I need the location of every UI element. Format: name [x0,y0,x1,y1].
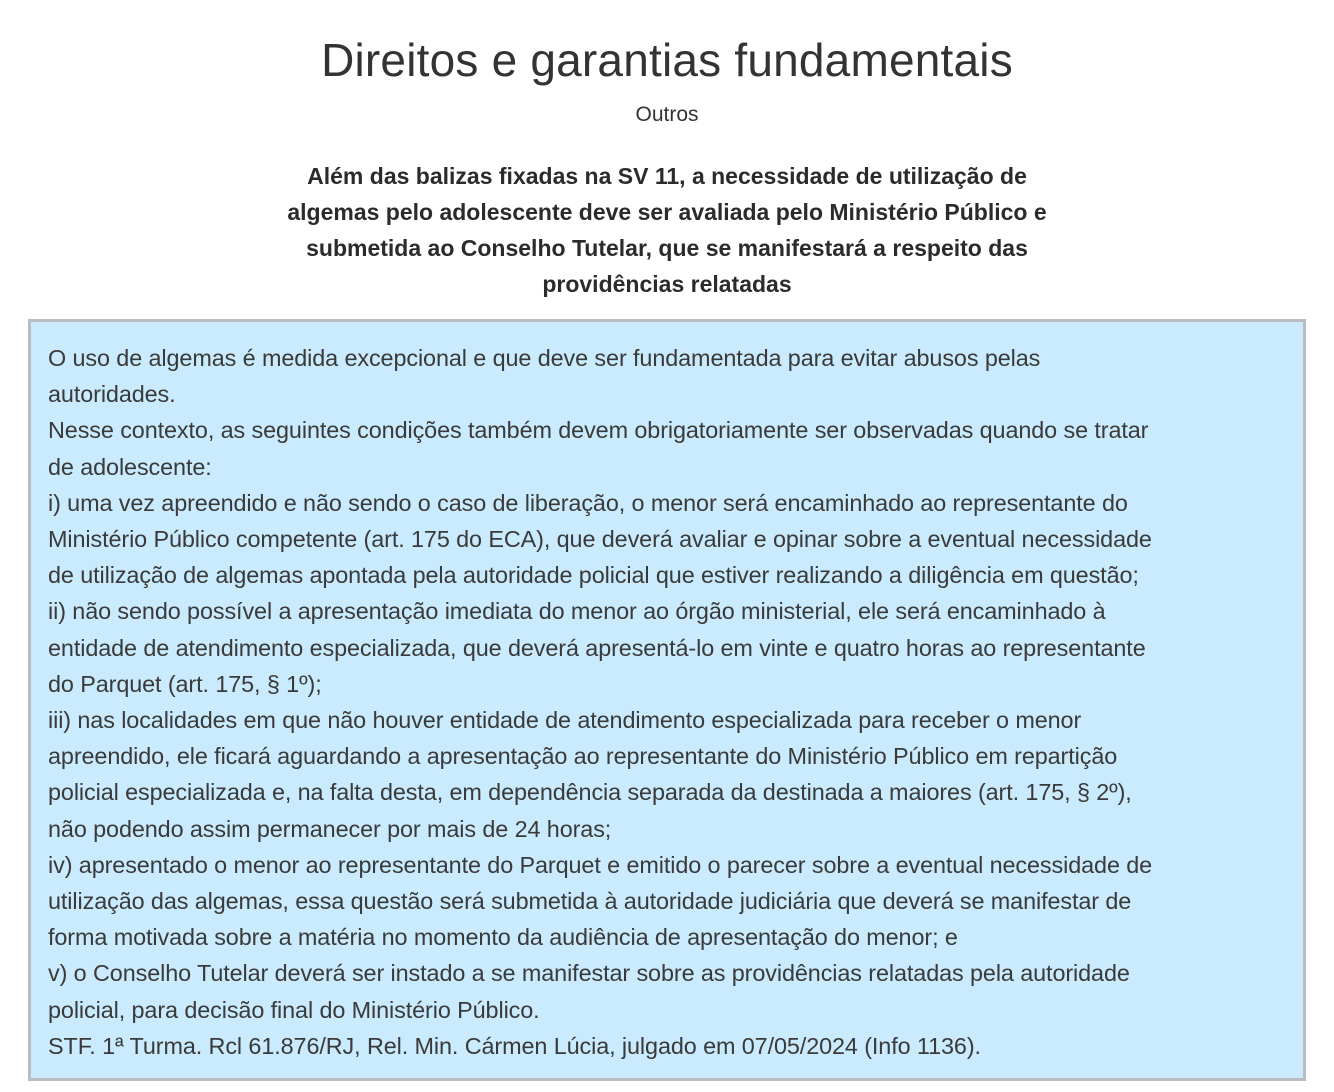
summary-line: do Parquet (art. 175, § 1º); [48,670,322,697]
summary-line: O uso de algemas é medida excepcional e que deve ser fundamentada para evitar abusos pelas [48,345,1041,371]
summary-line: Ministério Público competente (art. 175 do ECA), que deverá avaliar e opinar sobre a eventual necessidade [48,526,1152,553]
summary-box [28,319,1306,1081]
summary-line: v) o Conselho Tutelar deverá ser instado a se manifestar sobre as providências relatadas pela autoridade [48,960,1130,987]
headline-line: submetida ao Conselho Tutelar, que se manifestará a respeito das [306,235,1028,261]
summary-line: de utilização de algemas apontada pela autoridade policial que estiver realizando a diligência em questão; [48,562,1139,589]
summary-line: entidade de atendimento especializada, que deverá apresentá-lo em vinte e quatro horas ao representante [48,634,1146,661]
summary-line: iv) apresentado o menor ao representante do Parquet e emitido o parecer sobre a eventual necessidade de [48,851,1153,878]
category-label: Outros [635,103,699,126]
summary-line: de adolescente: [48,453,212,480]
summary-line: iii) nas localidades em que não houver entidade de atendimento especializada para receber o menor [48,707,1082,734]
citation: STF. 1ª Turma. Rcl 61.876/RJ, Rel. Min. Cármen Lúcia, julgado em 07/05/2024 (Info 1136). [48,1032,981,1059]
summary-line: autoridades. [48,381,176,408]
headline-line: Além das balizas fixadas na SV 11, a necessidade de utilização de [307,163,1027,189]
page-title: Direitos e garantias fundamentais [321,34,1013,86]
summary-line: utilização das algemas, essa questão será submetida à autoridade judiciária que deverá se manifestar de [48,888,1132,915]
summary-line: forma motivada sobre a matéria no momento da audiência de apresentação do menor; e [48,924,958,951]
summary-line: policial, para decisão final do Ministério Público. [48,996,540,1023]
summary-line: ii) não sendo possível a apresentação imediata do menor ao órgão ministerial, ele será encaminhado à [48,598,1106,625]
summary-line: policial especializada e, na falta desta, em dependência separada da destinada a maiores (art. 175, § 2º), [48,779,1132,806]
headline-line: providências relatadas [542,271,792,297]
summary-line: não podendo assim permanecer por mais de 24 horas; [48,815,612,842]
summary-line: Nesse contexto, as seguintes condições também devem obrigatoriamente ser observadas quando se tratar [48,417,1149,444]
summary-line: i) uma vez apreendido e não sendo o caso de liberação, o menor será encaminhado ao representante do [48,489,1128,516]
headline [240,158,1094,302]
headline-line: algemas pelo adolescente deve ser avaliada pelo Ministério Público e [287,199,1047,225]
summary-line: apreendido, ele ficará aguardando a apresentação ao representante do Ministério Público em repartição [48,743,1118,770]
